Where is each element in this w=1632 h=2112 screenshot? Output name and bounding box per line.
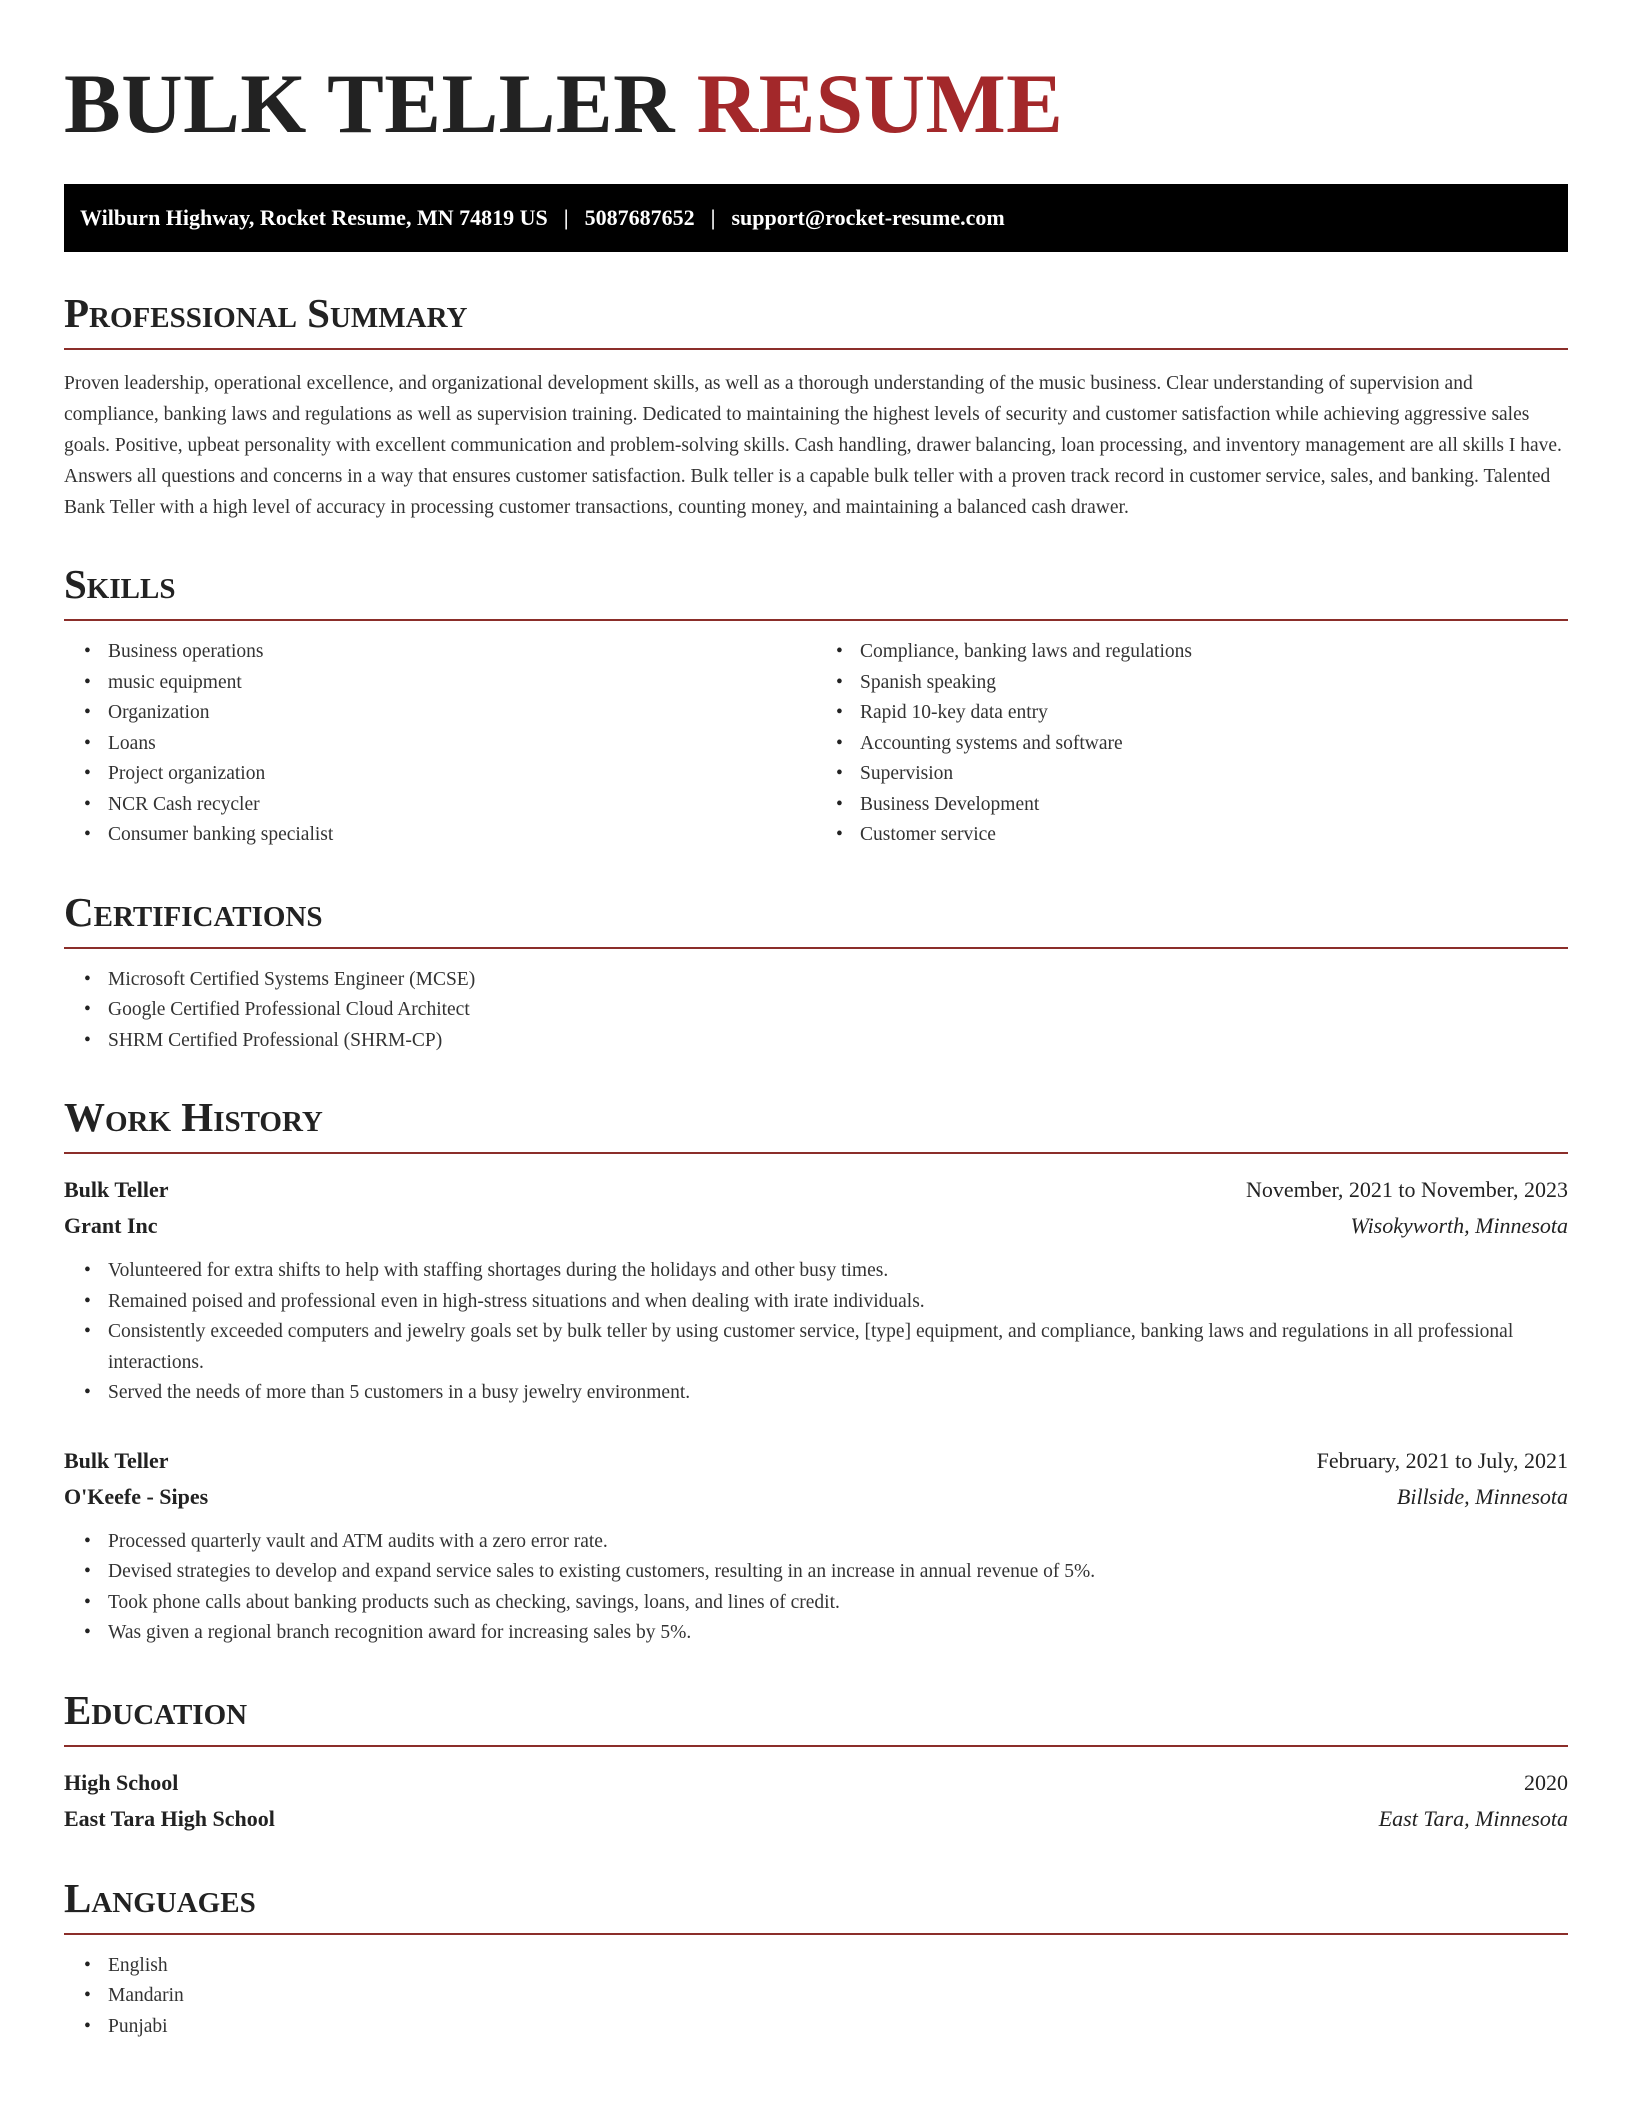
summary-heading: Professional Summary [64, 290, 1568, 350]
language-item: • Punjabi [108, 2012, 1568, 2043]
skill-item: • Business Development [860, 790, 1568, 821]
languages-list [64, 1951, 1568, 2043]
education-heading: Education [64, 1687, 1568, 1747]
work-history-section [64, 1094, 1568, 1649]
skill-item: • Compliance, banking laws and regulations [860, 637, 1568, 668]
work-history-heading: Work History [64, 1094, 1568, 1154]
education-degree: High School [64, 1769, 179, 1795]
skill-item: • Loans [108, 729, 816, 760]
job-bullet: • Volunteered for extra shifts to help with staffing shortages during the holidays and other busy times. [108, 1256, 1568, 1287]
education-location: East Tara, Minnesota [1378, 1805, 1568, 1831]
job-location: Billside, Minnesota [1396, 1483, 1568, 1509]
contact-separator: | [710, 205, 716, 230]
skill-item: • Consumer banking specialist [108, 820, 816, 851]
resume-title [64, 0, 1568, 152]
skill-item: • music equipment [108, 668, 816, 699]
skills-heading: Skills [64, 561, 1568, 621]
job-bullet: • Devised strategies to develop and expand service sales to existing customers, resulting in an increase in annual revenue of 5%. [108, 1557, 1568, 1588]
certification-item: • Google Certified Professional Cloud Architect [108, 995, 1568, 1026]
job-bullet: • Was given a regional branch recognition award for increasing sales by 5%. [108, 1618, 1568, 1649]
certifications-list [64, 965, 1568, 1057]
skill-item: • Spanish speaking [860, 668, 1568, 699]
languages-heading: Languages [64, 1875, 1568, 1935]
education-section [64, 1687, 1568, 1837]
job-dates: November, 2021 to November, 2023 [1245, 1177, 1568, 1202]
title-accent: RESUME [696, 57, 1064, 151]
contact-separator: | [563, 205, 569, 230]
skill-item: • Project organization [108, 759, 816, 790]
skill-item: • Business operations [108, 637, 816, 668]
job-header-row [64, 1443, 1568, 1479]
contact-address: Wilburn Highway, Rocket Resume, MN 74819 US [80, 205, 548, 230]
education-school-row [64, 1801, 1568, 1837]
job-company: O'Keefe - Sipes [64, 1483, 209, 1509]
skill-item: • Accounting systems and software [860, 729, 1568, 760]
job-bullet: • Took phone calls about banking products such as checking, savings, loans, and lines of credit. [108, 1588, 1568, 1619]
contact-bar [64, 184, 1568, 252]
job-bullet: • Served the needs of more than 5 customers in a busy jewelry environment. [108, 1378, 1568, 1409]
skill-item: • NCR Cash recycler [108, 790, 816, 821]
certification-item: • Microsoft Certified Systems Engineer (MCSE) [108, 965, 1568, 996]
job-entry [64, 1443, 1568, 1649]
skills-grid [64, 637, 1568, 851]
job-dates: February, 2021 to July, 2021 [1316, 1447, 1568, 1473]
skill-item: • Rapid 10-key data entry [860, 698, 1568, 729]
job-bullet: • Processed quarterly vault and ATM audits with a zero error rate. [108, 1527, 1568, 1558]
job-location: Wisokyworth, Minnesota [1350, 1213, 1568, 1238]
education-entry [64, 1765, 1568, 1837]
skill-item: • Supervision [860, 759, 1568, 790]
job-company: Grant Inc [64, 1213, 158, 1238]
skills-list-left [64, 637, 816, 851]
education-school: East Tara High School [64, 1805, 275, 1831]
languages-section [64, 1875, 1568, 2043]
language-item: • English [108, 1951, 1568, 1982]
summary-section [64, 290, 1568, 523]
job-bullet: • Remained poised and professional even in high-stress situations and when dealing with irate individuals. [108, 1287, 1568, 1318]
skill-item: • Organization [108, 698, 816, 729]
contact-phone[interactable]: 5087687652 [584, 205, 695, 230]
language-item: • Mandarin [108, 1981, 1568, 2012]
skills-section [64, 561, 1568, 851]
certification-item: • SHRM Certified Professional (SHRM-CP) [108, 1026, 1568, 1057]
job-company-row [64, 1208, 1568, 1244]
job-bullets [64, 1527, 1568, 1649]
education-header-row [64, 1765, 1568, 1801]
job-title: Bulk Teller [64, 1177, 169, 1202]
job-bullet: • Consistently exceeded computers and jewelry goals set by bulk teller by using customer service, [type] equipment, and compliance, banking laws and regulations in all professional interactions. [108, 1317, 1568, 1378]
certifications-section [64, 889, 1568, 1057]
certifications-heading: Certifications [64, 889, 1568, 949]
education-year: 2020 [1524, 1769, 1568, 1795]
title-main: BULK TELLER [64, 57, 675, 151]
job-header-row [64, 1172, 1568, 1208]
job-entry [64, 1172, 1568, 1409]
job-bullets [64, 1256, 1568, 1409]
contact-email[interactable]: support@rocket-resume.com [731, 205, 1005, 230]
summary-text: Proven leadership, operational excellence, and organizational development skills, as well as a thorough understanding of the music business. Clear understanding of supervision and compliance, banking laws and regulations as well as supervision training. Dedicated to maintaining the highest levels of security and customer satisfaction while achieving aggressive sales goals. Positive, upbeat personality with excellent communication and problem-solving skills. Cash handling, drawer balancing, loan processing, and inventory management are all skills I have. Answers all questions and concerns in a way that ensures customer satisfaction. Bulk teller is a capable bulk teller with a proven track record in customer service, sales, and banking. Talented Bank Teller with a high level of accuracy in processing customer transactions, counting money, and maintaining a balanced cash drawer. [64, 373, 1562, 518]
job-company-row [64, 1479, 1568, 1515]
skills-list-right [816, 637, 1568, 851]
skill-item: • Customer service [860, 820, 1568, 851]
job-title: Bulk Teller [64, 1447, 169, 1473]
